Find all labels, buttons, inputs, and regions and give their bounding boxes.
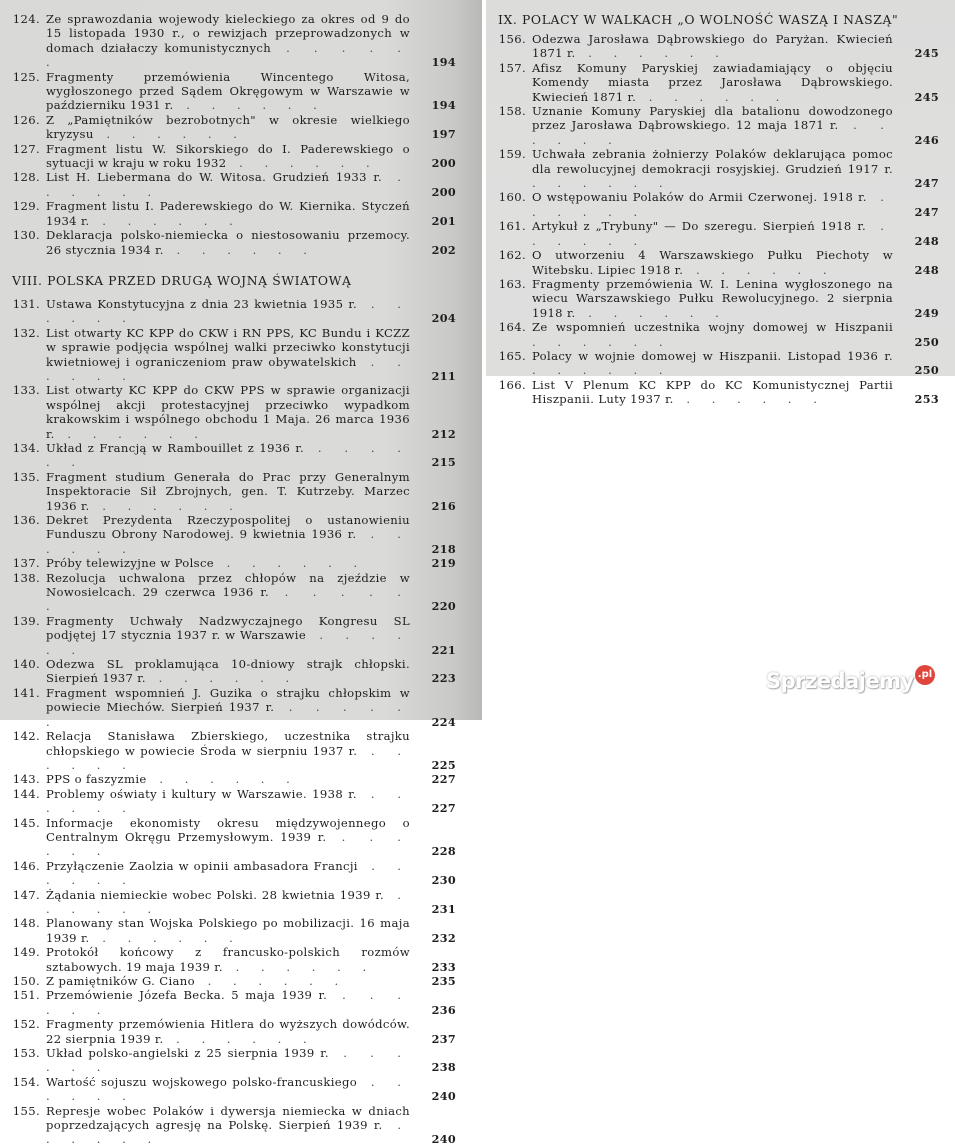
entry-title: List H. Liebermana do W. Witosa. Grudzień 1933 r. — [46, 170, 383, 185]
toc-entries-section-viii — [12, 297, 456, 1147]
entry-body — [532, 147, 939, 190]
entry-number: 146. — [12, 858, 40, 873]
entry-title: Układ z Francją w Rambouillet z 1936 r. — [46, 440, 305, 455]
entry-body — [46, 170, 456, 199]
toc-entry — [12, 441, 456, 470]
dot-leader: . . . . . . — [93, 127, 246, 142]
entry-number: 161. — [498, 219, 526, 234]
entry-body — [46, 142, 456, 171]
entry-title: List otwarty KC KPP do CKW PPS w sprawie organizacji wspólnej akcji protestacyjnej przeciwko wypadkom krakowskim i wspólnego obchodu 1 Maja. 26 marca 1936 r. — [46, 383, 410, 441]
entry-body — [46, 441, 456, 470]
entry-page-number: 246 — [914, 132, 939, 147]
entry-body — [46, 12, 456, 70]
entry-number: 131. — [12, 296, 40, 311]
entry-body — [532, 190, 939, 219]
entry-body — [532, 61, 939, 104]
toc-entry — [12, 1017, 456, 1046]
entry-title: Przyłączenie Zaolzia w opinii ambasadora Francji — [46, 858, 358, 873]
entry-page-number: 216 — [431, 498, 456, 513]
dot-leader: . . . . . . — [46, 743, 410, 772]
entry-number: 141. — [12, 685, 40, 700]
dot-leader: . . . . . . — [145, 671, 299, 686]
entry-page-number: 236 — [431, 1002, 456, 1017]
entry-title: Fragment listu I. Paderewskiego do W. Kiernika. Styczeń 1934 r. — [46, 199, 410, 228]
entry-page-number: 223 — [431, 671, 456, 686]
dot-leader: . . . . . . — [214, 556, 367, 571]
dot-leader: . . . . . . — [222, 959, 376, 974]
toc-entry — [12, 1104, 456, 1147]
entry-number: 166. — [498, 377, 526, 392]
dot-leader: . . . . . . — [46, 1046, 410, 1075]
entry-number: 133. — [12, 383, 40, 398]
dot-leader: . . . . . . — [146, 772, 299, 787]
entry-page-number: 235 — [431, 974, 456, 988]
entry-number: 127. — [12, 141, 40, 156]
entry-body — [46, 614, 456, 657]
dot-leader: . . . . . . — [46, 40, 410, 70]
toc-entry — [498, 248, 939, 277]
entry-title: Z „Pamiętników bezrobotnych" w okresie wielkiego kryzysu — [46, 112, 410, 142]
entry-page-number: 237 — [431, 1031, 456, 1046]
entry-title: Protokół końcowy z francusko-polskich rozmów sztabowych. 19 maja 1939 r. — [46, 945, 410, 974]
entry-title: Afisz Komuny Paryskiej zawiadamiający o objęciu Komendy miasta przez Jarosława Dąbrowskiego. Kwiecień 1871 r. — [532, 60, 893, 104]
entry-body — [46, 228, 456, 257]
dot-leader: . . . . . . — [46, 440, 410, 470]
entry-body — [46, 729, 456, 772]
entry-body — [46, 816, 456, 859]
dot-leader: . . . . . . — [54, 426, 207, 441]
entry-number: 156. — [498, 32, 526, 46]
entry-body — [46, 1075, 456, 1104]
entry-page-number: 230 — [431, 873, 456, 888]
entry-page-number: 247 — [914, 204, 939, 219]
entry-number: 164. — [498, 320, 526, 335]
entry-page-number: 219 — [431, 556, 456, 571]
dot-leader: . . . . . . — [46, 988, 410, 1017]
dot-leader: . . . . . . — [194, 974, 348, 988]
entry-number: 142. — [12, 729, 40, 744]
dot-leader: . . . . . . — [89, 930, 242, 945]
dot-leader: . . . . . . — [636, 89, 789, 104]
entry-title: Uznanie Komuny Paryskiej dla batalionu dowodzonego przez Jarosława Dąbrowskiego. 12 maja 1871 r. — [532, 104, 893, 133]
toc-entry — [12, 113, 456, 142]
entry-title: Relacja Stanisława Zbierskiego, uczestnika strajku chłopskiego w powiecie Środa w sierpniu 1937 r. — [46, 729, 410, 758]
table-of-contents-left — [12, 12, 456, 1147]
section-heading-viii: VIII. POLSKA PRZED DRUGĄ WOJNĄ ŚWIATOWĄ — [12, 272, 352, 288]
entry-number: 147. — [12, 887, 40, 902]
entry-page-number: 197 — [431, 127, 456, 142]
entry-title: Fragmenty Uchwały Nadzwyczajnego Kongresu SL podjętej 17 stycznia 1937 r. w Warszawie — [46, 613, 410, 643]
toc-entry — [12, 974, 456, 988]
entry-number: 158. — [498, 104, 526, 119]
entry-number: 148. — [12, 916, 40, 931]
dot-leader: . . . . . . — [575, 46, 728, 61]
section-heading-ix: IX. POLACY W WALKACH „O WOLNOŚĆ WASZĄ I NASZĄ" — [498, 12, 899, 27]
entry-title: O utworzeniu 4 Warszawskiego Pułku Piechoty w Witebsku. Lipiec 1918 r. — [532, 248, 893, 277]
entry-page-number: 194 — [431, 55, 456, 70]
toc-entry — [12, 199, 456, 228]
entry-title: Planowany stan Wojska Polskiego po mobilizacji. 16 maja 1939 r. — [46, 916, 410, 945]
entry-number: 135. — [12, 469, 40, 484]
entry-number: 155. — [12, 1103, 40, 1118]
entry-title: Odezwa Jarosława Dąbrowskiego do Paryżan. Kwiecień 1871 r. — [532, 32, 893, 61]
entry-number: 125. — [12, 69, 40, 84]
entry-body — [46, 199, 456, 228]
entry-page-number: 202 — [431, 242, 456, 257]
entry-number: 145. — [12, 815, 40, 830]
toc-entry — [498, 104, 939, 147]
entry-body — [532, 320, 939, 349]
entry-title: Polacy w wojnie domowej w Hiszpanii. Listopad 1936 r. — [532, 348, 893, 363]
entry-page-number: 227 — [431, 801, 456, 816]
dot-leader: . . . . . . — [575, 305, 728, 320]
entry-title: Fragment studium Generała do Prac przy Generalnym Inspektoracie Sił Zbrojnych, gen. T. Kutrzeby. Marzec 1936 r. — [46, 469, 410, 513]
entry-page-number: 240 — [431, 1132, 456, 1147]
entry-page-number: 200 — [431, 184, 456, 199]
entry-page-number: 227 — [431, 772, 456, 787]
entry-number: 160. — [498, 190, 526, 205]
entry-body — [532, 32, 939, 61]
entry-title: List otwarty KC KPP do CKW i RN PPS, KC Bundu i KCZZ w sprawie podjęcia wspólnej walki przeciwko konstytucji kwietniowej i ograniczeniom praw obywatelskich — [46, 325, 410, 369]
entry-page-number: 201 — [431, 213, 456, 228]
dot-leader: . . . . . . — [46, 887, 410, 916]
entry-number: 132. — [12, 325, 40, 340]
entry-page-number: 224 — [431, 714, 456, 729]
table-of-contents-right — [498, 10, 939, 407]
entry-body — [46, 326, 456, 384]
dot-leader: . . . . . . — [163, 242, 316, 257]
dot-leader: . . . . . . — [46, 858, 410, 888]
entry-page-number: 245 — [914, 89, 939, 104]
toc-entry — [12, 916, 456, 945]
dot-leader: . . . . . . — [46, 527, 410, 556]
entry-page-number: 253 — [914, 392, 939, 407]
dot-leader: . . . . . . — [163, 1031, 316, 1046]
entry-body — [46, 470, 456, 513]
toc-entry — [12, 12, 456, 70]
entry-number: 165. — [498, 348, 526, 363]
entry-body — [46, 297, 456, 326]
entry-page-number: 225 — [431, 757, 456, 772]
entry-body — [532, 248, 939, 277]
entry-title: Fragmenty przemówienia W. I. Lenina wygłoszonego na wiecu Warszawskiego Pułku Rewolucyjnego. 2 sierpnia 1918 r. — [532, 276, 893, 320]
entry-page-number: 218 — [431, 541, 456, 556]
watermark-badge-icon: .pl — [915, 665, 935, 685]
toc-entry — [12, 772, 456, 786]
entry-title: Układ polsko-angielski z 25 sierpnia 1939 r. — [46, 1046, 329, 1061]
entry-title: Ze wspomnień uczestnika wojny domowej w Hiszpanii — [532, 320, 893, 335]
entry-title: Dekret Prezydenta Rzeczypospolitej o ustanowieniu Funduszu Obrony Narodowej. 9 kwietnia 1936 r. — [46, 513, 410, 542]
entry-number: 157. — [498, 60, 526, 75]
entry-body — [46, 113, 456, 142]
toc-entry — [12, 556, 456, 570]
entry-body — [46, 383, 456, 441]
toc-entries-section-ix — [498, 32, 939, 407]
dot-leader: . . . . . . — [46, 354, 410, 383]
entry-title: Ze sprawozdania wojewody kieleckiego za okres od 9 do 15 listopada 1930 r., o rewizjach przeprowadzonych w domach działaczy komunistycznych — [46, 12, 410, 55]
entry-body — [46, 916, 456, 945]
entry-page-number: 200 — [431, 156, 456, 171]
entry-body — [46, 571, 456, 614]
toc-entry — [12, 657, 456, 686]
entry-number: 151. — [12, 988, 40, 1003]
toc-entry — [12, 513, 456, 556]
entry-number: 128. — [12, 170, 40, 185]
toc-entry — [12, 614, 456, 657]
entry-page-number: 248 — [914, 233, 939, 248]
entry-page-number: 194 — [431, 98, 456, 113]
toc-entry — [12, 326, 456, 384]
entry-page-number: 204 — [431, 311, 456, 326]
toc-entry — [498, 190, 939, 219]
toc-entry — [498, 219, 939, 248]
right-book-page — [486, 0, 955, 407]
toc-entry — [498, 378, 939, 407]
toc-entry — [12, 988, 456, 1017]
entry-body — [532, 104, 939, 147]
entry-title: Artykuł z „Trybuny" — Do szeregu. Sierpień 1918 r. — [532, 219, 866, 234]
entry-body — [46, 945, 456, 974]
entry-page-number: 228 — [431, 844, 456, 859]
toc-entry — [12, 859, 456, 888]
toc-entry — [12, 816, 456, 859]
dot-leader: . . . . . . — [89, 213, 242, 228]
entry-page-number: 233 — [431, 959, 456, 974]
entry-number: 124. — [12, 12, 40, 26]
entry-number: 144. — [12, 786, 40, 801]
entry-title: Odezwa SL proklamująca 10-dniowy strajk chłopski. Sierpień 1937 r. — [46, 657, 410, 686]
dot-leader: . . . . . . — [532, 363, 672, 378]
dot-leader: . . . . . . — [46, 700, 410, 729]
toc-entry — [12, 1046, 456, 1075]
entry-page-number: 212 — [431, 426, 456, 441]
entry-title: Problemy oświaty i kultury w Warszawie. 1938 r. — [46, 786, 357, 801]
entry-number: 137. — [12, 556, 40, 571]
toc-entry — [12, 729, 456, 772]
entry-number: 136. — [12, 513, 40, 527]
entry-body — [46, 988, 456, 1017]
toc-entry — [12, 470, 456, 513]
watermark-logo: Sprzedajemy — [766, 669, 914, 693]
entry-title: Uchwała zebrania żołnierzy Polaków deklarująca pomoc dla rewolucyjnej demokracji rosyjskiej. Grudzień 1917 r. — [532, 147, 893, 176]
dot-leader: . . . . . . — [173, 98, 326, 113]
toc-entry — [12, 888, 456, 917]
entry-number: 163. — [498, 276, 526, 291]
dot-leader: . . . . . . — [683, 262, 836, 277]
entry-number: 126. — [12, 112, 40, 127]
entry-page-number: 248 — [914, 262, 939, 277]
entry-body — [46, 513, 456, 556]
entry-page-number: 247 — [914, 176, 939, 191]
toc-entry — [498, 277, 939, 320]
toc-entry — [12, 228, 456, 257]
dot-leader: . . . . . . — [46, 1074, 410, 1104]
entry-body — [46, 1104, 456, 1147]
entry-title: Z pamiętników G. Ciano — [46, 974, 195, 988]
entry-body — [46, 859, 456, 888]
entry-title: Próby telewizyjne w Polsce — [46, 556, 214, 571]
entry-title: Fragmenty przemówienia Hitlera do wyższych dowódców. 22 sierpnia 1939 r. — [46, 1017, 410, 1046]
entry-title: Fragment listu W. Sikorskiego do I. Paderewskiego o sytuacji w kraju w roku 1932 — [46, 141, 410, 171]
dot-leader: . . . . . . — [532, 190, 893, 219]
entry-page-number: 211 — [431, 368, 456, 383]
entry-body — [532, 349, 939, 378]
entry-number: 159. — [498, 147, 526, 162]
entry-body — [46, 686, 456, 729]
entry-page-number: 220 — [431, 599, 456, 614]
entry-page-number: 250 — [914, 334, 939, 349]
toc-entry — [12, 1075, 456, 1104]
dot-leader: . . . . . . — [46, 786, 410, 816]
toc-entry — [498, 32, 939, 61]
entry-body — [46, 1046, 456, 1075]
dot-leader: . . . . . . — [46, 1118, 410, 1147]
entry-page-number: 245 — [914, 46, 939, 61]
entry-title: Fragmenty przemówienia Wincentego Witosa, wygłoszonego przed Sądem Okręgowym w Warszawie w październiku 1931 r. — [46, 69, 410, 113]
entry-number: 162. — [498, 248, 526, 263]
dot-leader: . . . . . . — [89, 498, 242, 513]
entry-title: Deklaracja polsko-niemiecka o niestosowaniu przemocy. 26 stycznia 1934 r. — [46, 228, 410, 257]
entry-body — [46, 70, 456, 113]
entry-body — [532, 378, 939, 407]
entry-number: 154. — [12, 1074, 40, 1089]
entry-page-number: 231 — [431, 901, 456, 916]
dot-leader: . . . . . . — [46, 585, 410, 614]
entry-number: 149. — [12, 945, 40, 960]
toc-entry — [12, 945, 456, 974]
toc-entry — [498, 320, 939, 349]
entry-title: Przemówienie Józefa Becka. 5 maja 1939 r. — [46, 988, 328, 1003]
dot-leader: . . . . . . — [532, 118, 893, 147]
dot-leader: . . . . . . — [46, 170, 410, 199]
toc-entry — [12, 686, 456, 729]
entry-body — [46, 787, 456, 816]
entry-page-number: 221 — [431, 642, 456, 657]
dot-leader: . . . . . . — [46, 829, 410, 859]
entry-number: 140. — [12, 657, 40, 672]
toc-entry — [12, 297, 456, 326]
entry-page-number: 215 — [431, 455, 456, 470]
toc-entry — [12, 571, 456, 614]
toc-entry — [498, 147, 939, 190]
entry-body — [532, 219, 939, 248]
dot-leader: . . . . . . — [532, 176, 672, 191]
entry-number: 134. — [12, 440, 40, 455]
entry-number: 139. — [12, 613, 40, 628]
entry-title: Wartość sojuszu wojskowego polsko-francuskiego — [46, 1074, 358, 1089]
entry-body — [46, 772, 456, 786]
toc-entry — [12, 70, 456, 113]
toc-entry — [498, 61, 939, 104]
entry-body — [46, 974, 456, 988]
toc-entry — [12, 170, 456, 199]
entry-title: List V Plenum KC KPP do KC Komunistycznej Partii Hiszpanii. Luty 1937 r. — [532, 377, 893, 407]
entry-title: O wstępowaniu Polaków do Armii Czerwonej. 1918 r. — [532, 190, 867, 205]
entry-title: Represje wobec Polaków i dywersja niemiecka w dniach poprzedzających agresję na Polskę. Sierpień 1939 r. — [46, 1103, 410, 1133]
entry-title: Ustawa Konstytucyjna z dnia 23 kwietnia 1935 r. — [46, 296, 358, 311]
entry-page-number: 249 — [914, 305, 939, 320]
dot-leader: . . . . . . — [226, 156, 379, 171]
entry-title: Rezolucja uchwalona przez chłopów na zjeździe w Nowosielcach. 29 czerwca 1936 r. — [46, 570, 410, 600]
entry-title: PPS o faszyzmie — [46, 772, 147, 787]
entry-body — [46, 556, 456, 570]
entry-title: Żądania niemieckie wobec Polski. 28 kwietnia 1939 r. — [46, 887, 384, 902]
entry-page-number: 250 — [914, 363, 939, 378]
toc-entry — [12, 142, 456, 171]
dot-leader: . . . . . . — [532, 334, 672, 349]
dot-leader: . . . . . . — [46, 296, 410, 326]
entry-page-number: 238 — [431, 1060, 456, 1075]
entry-number: 129. — [12, 199, 40, 214]
entry-page-number: 240 — [431, 1089, 456, 1104]
entry-number: 152. — [12, 1017, 40, 1032]
entry-page-number: 232 — [431, 930, 456, 945]
toc-entry — [498, 349, 939, 378]
entry-body — [46, 657, 456, 686]
toc-entry — [12, 383, 456, 441]
dot-leader: . . . . . . — [46, 628, 411, 657]
entry-body — [532, 277, 939, 320]
entry-body — [46, 888, 456, 917]
entry-number: 143. — [12, 772, 40, 787]
entry-body — [46, 1017, 456, 1046]
toc-entry — [12, 787, 456, 816]
entry-number: 138. — [12, 570, 40, 585]
entry-title: Informacje ekonomisty okresu międzywojennego o Centralnym Okręgu Przemysłowym. 1939 r. — [46, 815, 410, 844]
entry-number: 130. — [12, 228, 40, 243]
entry-number: 153. — [12, 1046, 40, 1061]
dot-leader: . . . . . . — [532, 219, 893, 248]
entry-title: Fragment wspomnień J. Guzika o strajku chłopskim w powiecie Miechów. Sierpień 1937 r. — [46, 685, 410, 715]
toc-entries-continued — [12, 12, 456, 257]
dot-leader: . . . . . . — [673, 392, 826, 407]
entry-number: 150. — [12, 974, 40, 988]
